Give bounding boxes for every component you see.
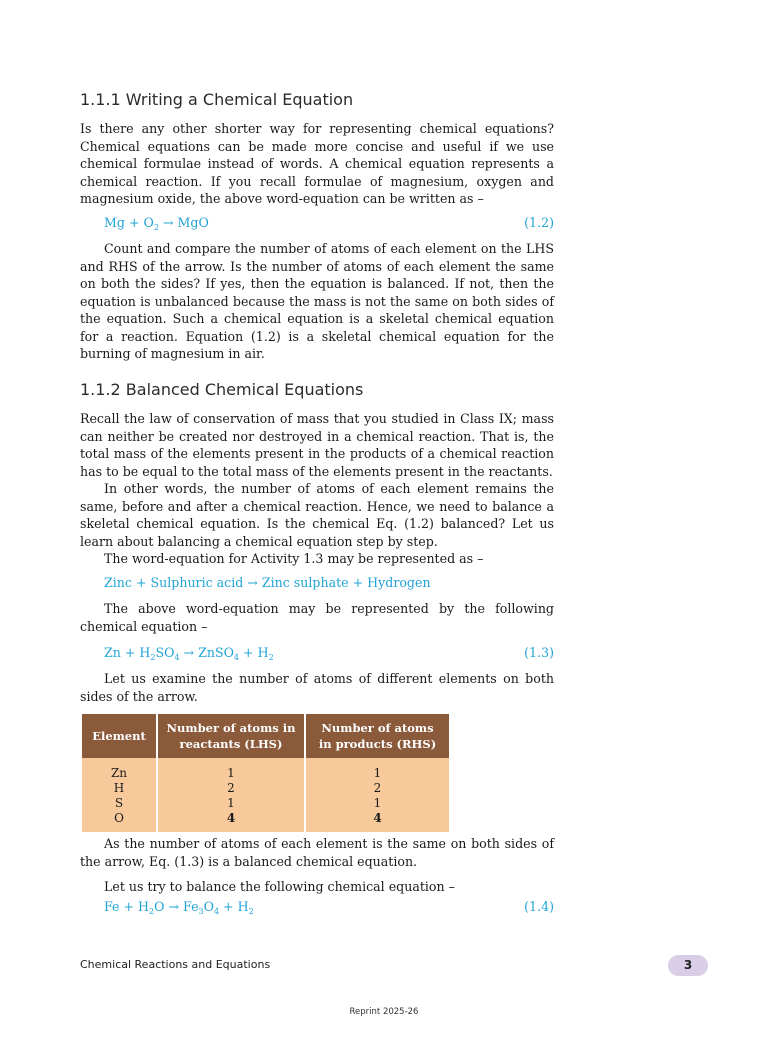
equation-number: (1.2): [524, 215, 554, 230]
reprint-note: Reprint 2025-26: [349, 1007, 419, 1017]
table-row: [82, 811, 449, 832]
rhs-cell: 2: [306, 781, 449, 796]
paragraph-word-equation-intro: The word-equation for Activity 1.3 may be represented as –: [104, 551, 484, 566]
rhs-cell: 1: [306, 796, 449, 811]
lhs-cell: 4: [158, 811, 304, 832]
paragraph-conservation: Recall the law of conservation of mass that you studied in Class IX; mass can neither be created nor destroyed in a chemical reaction. That is, the total mass of the elements present in the products of a chemical reaction has to be equal to the total mass of the elements present in the reactants.: [80, 411, 554, 479]
paragraph-balanced-conclusion: As the number of atoms of each element is the same on both sides of the arrow, Eq. (1.3) is a balanced chemical equation.: [80, 836, 554, 869]
element-cell: Zn: [82, 758, 156, 781]
eq-part: → ZnSO: [179, 645, 234, 660]
lhs-cell: 2: [158, 781, 304, 796]
eq-part: O → Fe: [154, 899, 199, 914]
rhs-cell: 4: [306, 811, 449, 832]
eq-sub: 4: [174, 653, 180, 662]
table-row: [82, 796, 449, 811]
paragraph-count-atoms: Count and compare the number of atoms of each element on the LHS and RHS of the arrow. Is the number of atoms of each element the same on both the sides? If yes, then the equation is balanced. If not, then the equation is unbalanced because the mass is not the same on both sides of the equation. Such a chemical equation is a skeletal chemical equation for a reaction. Equation (1.2) is a skeletal chemical equation for the burning of magnesium in air.: [80, 241, 554, 361]
rhs-cell: 1: [306, 758, 449, 781]
eq-part: + H: [219, 899, 249, 914]
equation-1-2-rhs: → MgO: [158, 215, 209, 230]
element-cell: S: [82, 796, 156, 811]
eq-sub: 4: [213, 907, 220, 916]
eq-part: + H: [239, 645, 269, 660]
column-header-products: Number of atoms in products (RHS): [306, 714, 449, 758]
column-header-element: Element: [82, 714, 156, 758]
equation-subscript: 2: [153, 223, 159, 232]
equation-1-4: [104, 898, 554, 921]
eq-sub: 2: [268, 653, 274, 662]
word-equation: Zinc + Sulphuric acid → Zinc sulphate + Hydrogen: [104, 575, 431, 590]
footer-chapter-title: Chemical Reactions and Equations: [80, 958, 271, 971]
element-cell: H: [82, 781, 156, 796]
atoms-table: [80, 714, 451, 832]
eq-part: O: [203, 899, 214, 914]
page-number-badge: 3: [668, 955, 708, 976]
element-cell: O: [82, 811, 156, 832]
paragraph-try-balance: Let us try to balance the following chemical equation –: [104, 879, 455, 894]
table-row: [82, 781, 449, 796]
eq-part: SO: [155, 645, 175, 660]
lhs-cell: 1: [158, 758, 304, 781]
column-header-reactants: Number of atoms in reactants (LHS): [158, 714, 304, 758]
section-heading-writing: 1.1.1 Writing a Chemical Equation: [80, 90, 354, 109]
lhs-cell: 1: [158, 796, 304, 811]
table-row: [82, 758, 449, 781]
eq-sub: 2: [248, 907, 254, 916]
eq-part: Zn + H: [104, 645, 151, 660]
equation-1-2-lhs: Mg + O: [104, 215, 154, 230]
paragraph-represented: The above word-equation may be represented by the following chemical equation –: [80, 601, 554, 634]
equation-1-3: [104, 644, 554, 667]
paragraph-examine: Let us examine the number of atoms of different elements on both sides of the arrow.: [80, 671, 554, 704]
eq-part: Fe + H: [104, 899, 150, 914]
paragraph-other-words: In other words, the number of atoms of each element remains the same, before and after a chemical reaction. Hence, we need to balance a skeletal chemical equation. Is the chemical Eq. (1.2) balanced? Let us learn about balancing a chemical equation step by step.: [80, 481, 554, 549]
atoms-table-header: [82, 714, 449, 758]
paragraph-intro: Is there any other shorter way for representing chemical equations? Chemical equations can be made more concise and useful if we use chemical formulae instead of words. A chemical equation represents a chemical reaction. If you recall formulae of magnesium, oxygen and magnesium oxide, the above word-equation can be written as –: [80, 121, 554, 206]
eq-sub: 3: [198, 907, 204, 916]
eq-sub: 4: [233, 653, 240, 662]
equation-number: (1.4): [524, 899, 554, 914]
eq-sub: 2: [150, 653, 156, 662]
section-heading-balanced: 1.1.2 Balanced Chemical Equations: [80, 380, 364, 399]
eq-sub: 2: [149, 907, 155, 916]
equation-number: (1.3): [524, 645, 554, 660]
equation-1-2: [104, 214, 554, 237]
